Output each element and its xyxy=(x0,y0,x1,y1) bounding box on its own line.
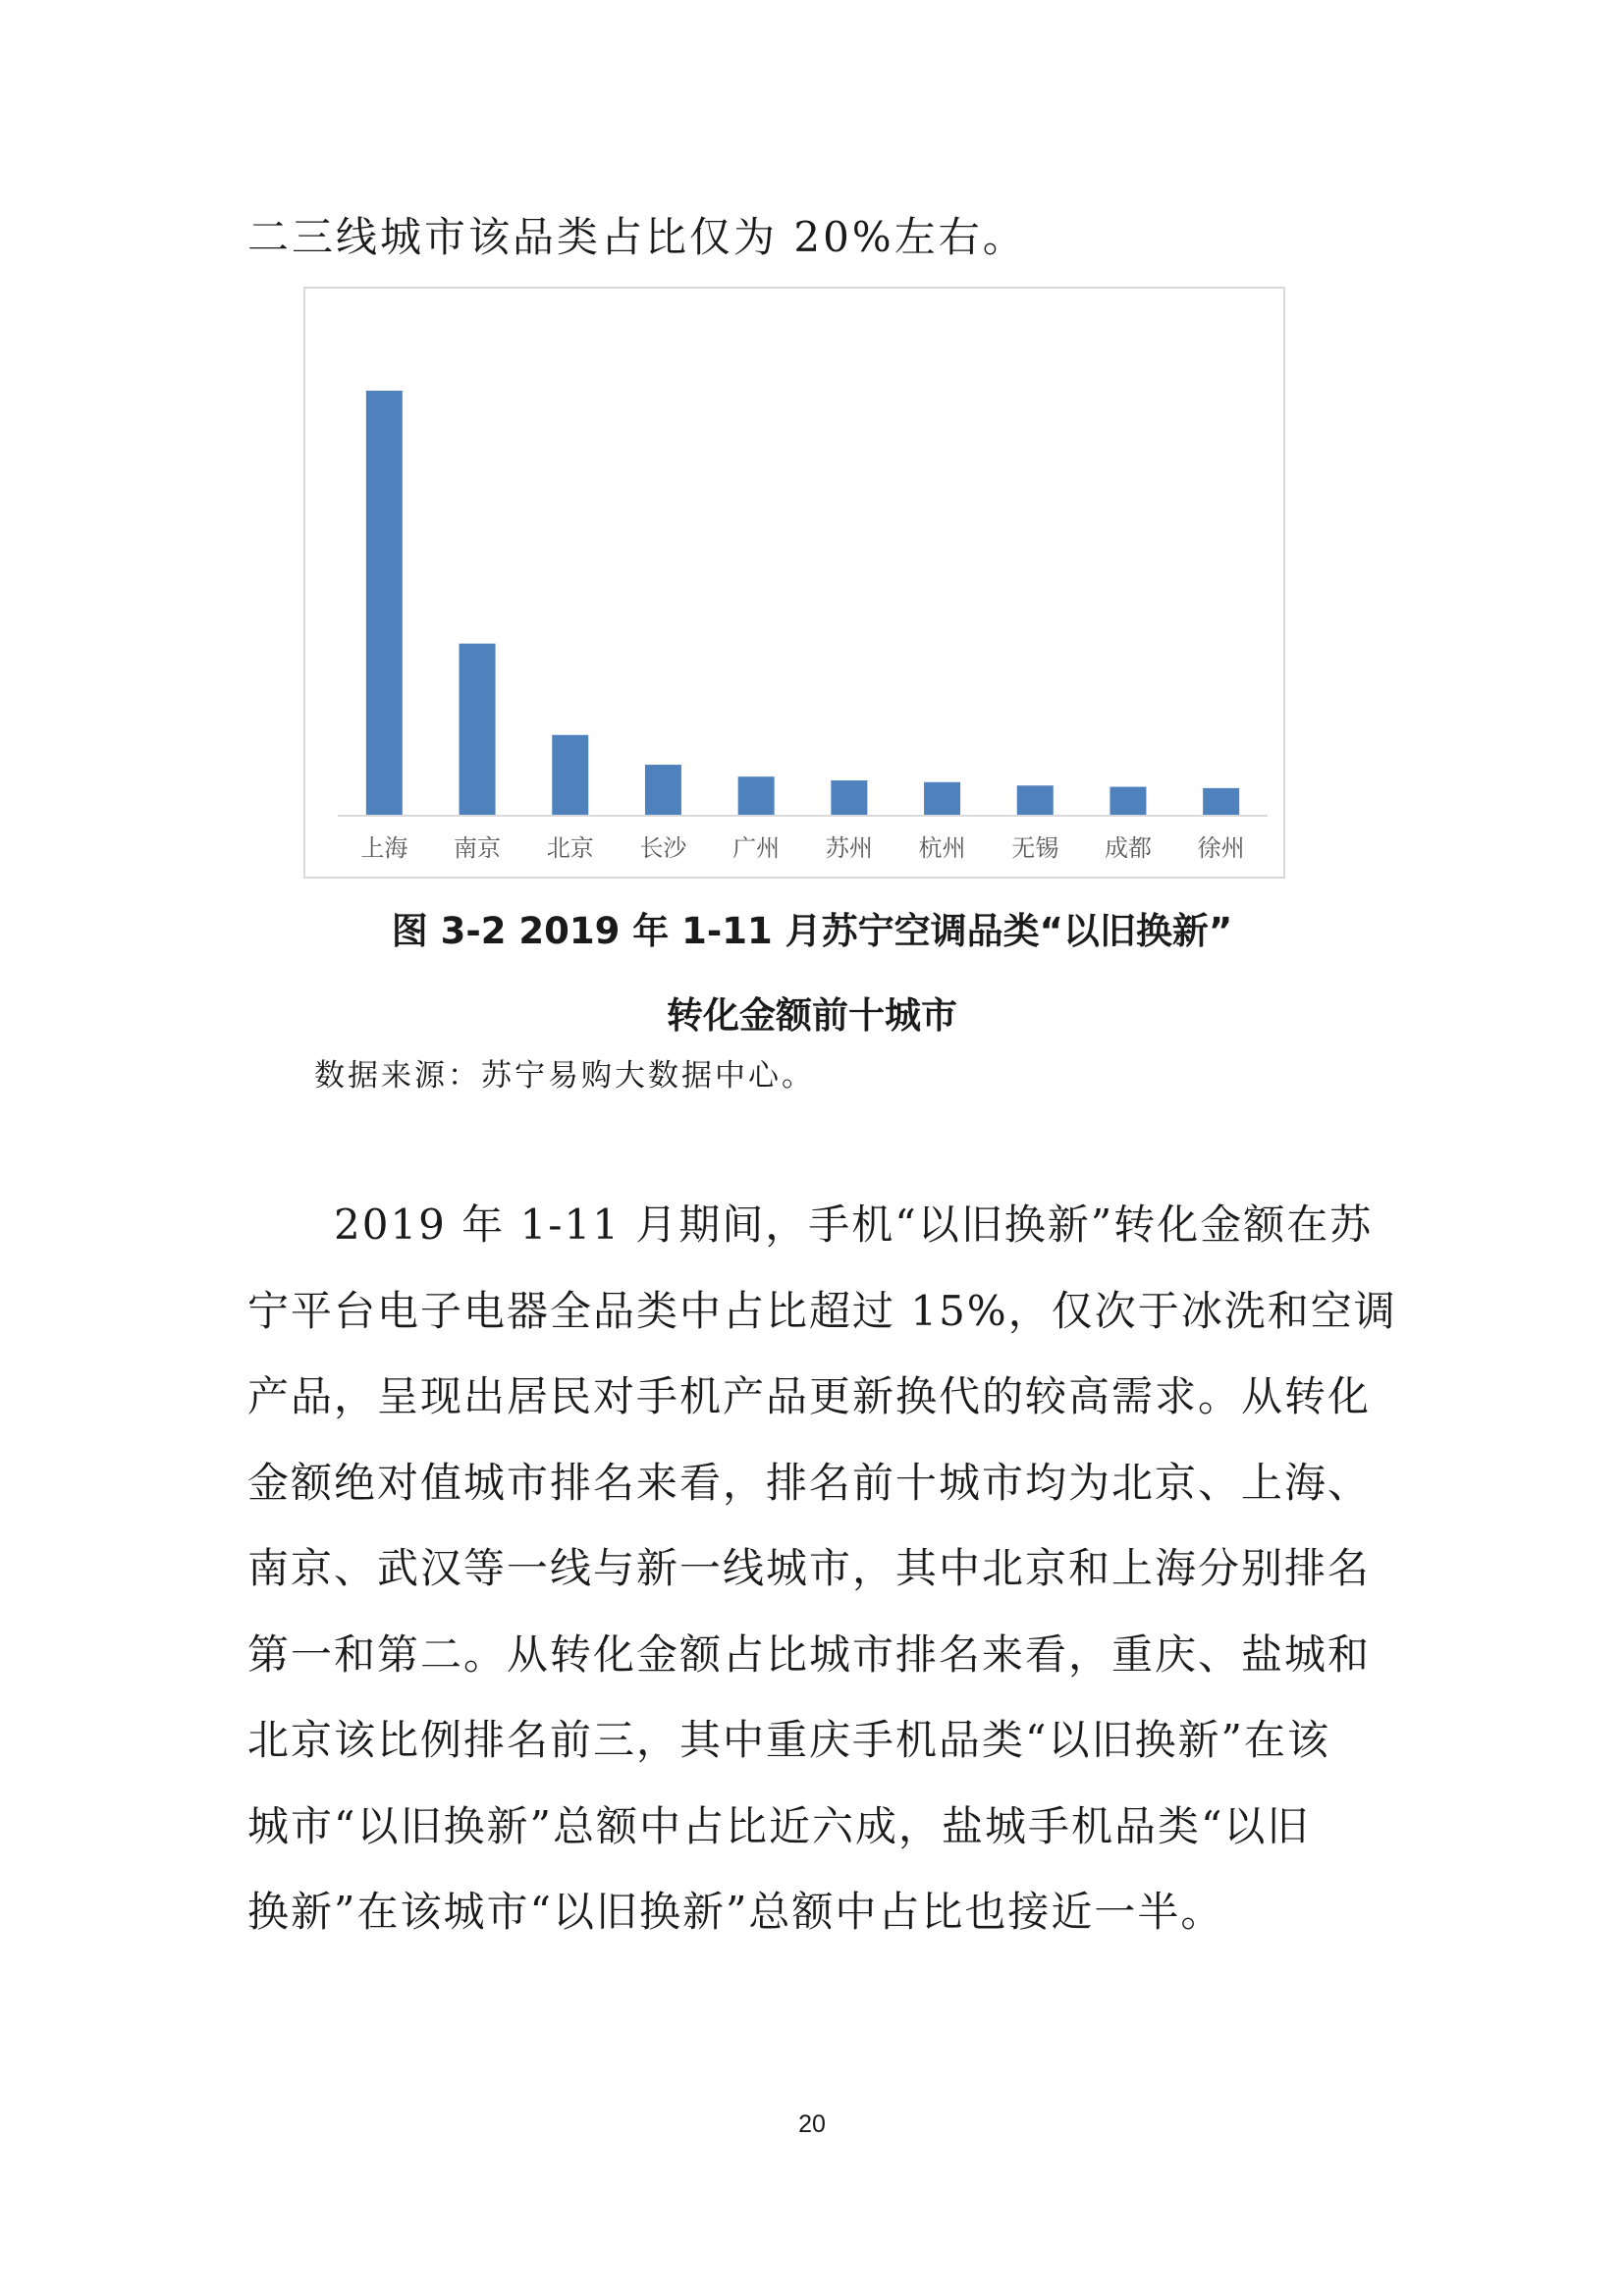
body-paragraph xyxy=(247,1196,1397,1969)
bar-9 xyxy=(1110,787,1146,816)
page-number: 20 xyxy=(798,2110,826,2138)
bar-1 xyxy=(366,391,403,816)
intro-text: 二三线城市该品类占比仅为 20%左右。 xyxy=(247,213,1027,261)
x-tick-label: 成都 xyxy=(1104,834,1152,862)
bar-3 xyxy=(552,735,588,816)
paragraph-line: 换新”在该城市“以旧换新”总额中占比也接近一半。 xyxy=(247,1888,1224,1936)
category-labels-group xyxy=(360,834,1244,862)
figure-caption-line-1: 图 3-2 2019 年 1-11 月苏宁空调品类“以旧换新” xyxy=(391,910,1233,952)
paragraph-line: 宁平台电子电器全品类中占比超过 15%，仅次于冰洗和空调 xyxy=(247,1286,1397,1335)
bar-chart xyxy=(303,287,1285,879)
bar-10 xyxy=(1203,788,1239,816)
paragraph-line: 2019 年 1-11 月期间，手机“以旧换新”转化金额在苏 xyxy=(247,1201,1374,1249)
data-source-note: 数据来源：苏宁易购大数据中心。 xyxy=(314,1058,815,1094)
x-tick-label: 杭州 xyxy=(918,834,966,862)
x-tick-label: 无锡 xyxy=(1011,834,1059,862)
paragraph-line: 金额绝对值城市排名来看，排名前十城市均为北京、上海、 xyxy=(247,1458,1372,1507)
bar-7 xyxy=(924,782,960,816)
bar-8 xyxy=(1017,785,1054,816)
bar-4 xyxy=(645,765,681,816)
paragraph-line: 产品，呈现出居民对手机产品更新换代的较高需求。从转化 xyxy=(247,1372,1372,1420)
x-tick-label: 长沙 xyxy=(639,834,687,862)
bar-5 xyxy=(738,776,775,816)
x-tick-label: 徐州 xyxy=(1197,834,1245,862)
bars-group xyxy=(366,391,1239,816)
x-tick-label: 北京 xyxy=(546,834,594,862)
bar-chart-svg xyxy=(305,289,1287,881)
x-tick-label: 上海 xyxy=(360,834,408,862)
paragraph-line: 第一和第二。从转化金额占比城市排名来看，重庆、盐城和 xyxy=(247,1629,1372,1679)
x-tick-label: 南京 xyxy=(454,834,502,862)
x-tick-label: 苏州 xyxy=(825,834,873,862)
bar-6 xyxy=(831,780,867,816)
paragraph-line: 城市“以旧换新”总额中占比近六成，盐城手机品类“以旧 xyxy=(247,1801,1311,1850)
x-tick-label: 广州 xyxy=(732,834,781,862)
paragraph-line: 南京、武汉等一线与新一线城市，其中北京和上海分别排名 xyxy=(247,1544,1372,1592)
bar-2 xyxy=(460,644,496,816)
paragraph-line: 北京该比例排名前三，其中重庆手机品类“以旧换新”在该 xyxy=(247,1716,1330,1764)
figure-caption-line-2: 转化金额前十城市 xyxy=(667,994,957,1037)
